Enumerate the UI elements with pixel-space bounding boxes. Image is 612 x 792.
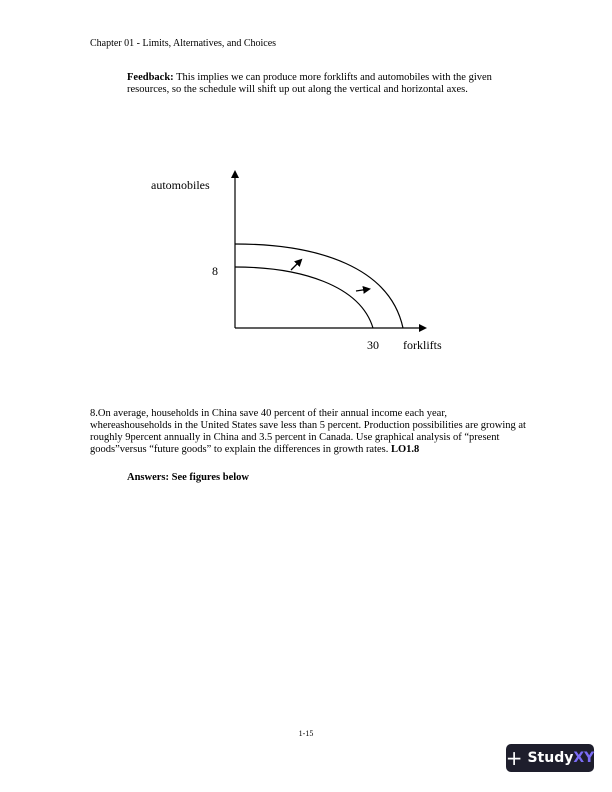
x-tick-label: 30 (367, 338, 379, 352)
shift-arrow-upper (291, 260, 301, 270)
question-text: 8.On average, households in China save 40 percent of their annual income each year, whereashouseholds in the United States save less than 5 percent. Production possibilities are growing at roughly 9percent annually in China and 3.5 percent in Canada. Use graphical analysis of “present goods”versus “future goods” to explain the differences in growth rates. (90, 408, 526, 455)
ppc-curve-shifted (235, 244, 403, 328)
feedback-label: Feedback: (127, 72, 174, 83)
question-paragraph (90, 408, 530, 456)
page-header: Chapter 01 - Limits, Alternatives, and Choices (90, 38, 277, 49)
ppc-curve-original (235, 267, 373, 328)
studyxy-badge[interactable] (506, 744, 594, 772)
shift-arrow-lower (356, 289, 369, 291)
plus-icon: + (505, 746, 523, 770)
feedback-text: This implies we can produce more forklifts and automobiles with the given resources, so the schedule will shift up out along the vertical and horizontal axes. (127, 72, 492, 95)
y-axis-label: automobiles (151, 178, 210, 192)
answers-heading: Answers: See figures below (127, 472, 250, 483)
page-number: 1-15 (298, 729, 314, 738)
badge-prefix: Study (527, 750, 574, 766)
badge-accent: XY (573, 750, 595, 766)
x-axis-label: forklifts (403, 338, 442, 352)
learning-objective: LO1.8 (391, 444, 420, 455)
y-tick-label: 8 (212, 264, 218, 278)
